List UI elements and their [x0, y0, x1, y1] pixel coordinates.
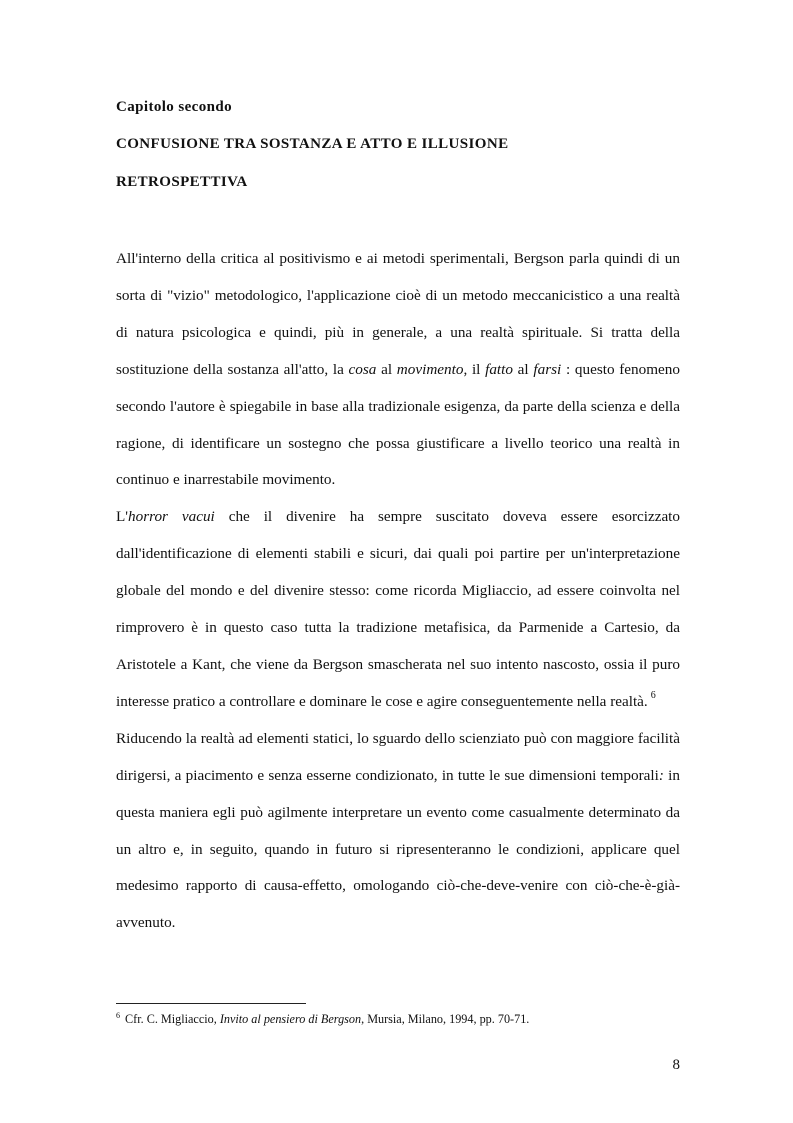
chapter-title-line-2: RETROSPETTIVA: [116, 174, 248, 190]
italic-term: horror vacui: [128, 508, 215, 526]
page-number: 8: [672, 1057, 680, 1073]
footnote: [116, 1011, 680, 1027]
text-run: al: [512, 360, 534, 378]
text-run: , Mursia, Milano, 1994, pp. 70-71.: [361, 1012, 530, 1026]
italic-term: farsi: [533, 360, 562, 378]
text-run: che il divenire ha sempre suscitato doveva essere esorcizzato dall'identificazione di elementi stabili e sicuri, dai quali poi partire per un'interpretazione globale del mondo e del divenire stesso: come ricorda Migliaccio, ad essere coinvolta nel rimprovero è in questo caso tutta la tradizione metafisica, da Parmenide a Cartesio, da Aristotele a Kant, che viene da Bergson smascherata nel suo intento nascosto, ossia il puro interesse pratico a controllare e dominare le cose e agire conseguentemente nella realtà.: [116, 508, 680, 710]
paragraph-3: [116, 721, 680, 942]
text-run: Riducendo la realtà ad elementi statici, lo sguardo dello scienziato può con maggiore facilità dirigersi, a piacimento e senza esserne condizionato, in tutte le sue dimensioni temporali: [116, 729, 680, 784]
text-run: in questa maniera egli può agilmente interpretare un evento come casualmente determinato da un altro e, in seguito, quando in futuro si ripresenteranno le condizioni, applicare quel medesimo rapporto di causa-effetto, omologando ciò-che-deve-venire con ciò-che-è-già-avvenuto.: [116, 766, 680, 932]
body-text: [116, 241, 680, 942]
footnote-reference[interactable]: 6: [650, 689, 656, 701]
text-run: All'interno della critica al positivismo e ai metodi sperimentali, Bergson parla quindi di un sorta di "vizio" metodologico, l'applicazione cioè di un metodo meccanicistico a una realtà di natura psicologica e quindi, più in generale, a una realtà spirituale. Si tratta della sostituzione della sostanza all'atto, la: [116, 250, 680, 378]
chapter-title-line-1: CONFUSIONE TRA SOSTANZA E ATTO E ILLUSIONE: [116, 136, 509, 152]
text-run: L': [116, 508, 129, 526]
paragraph-2: [116, 499, 680, 720]
chapter-label: Capitolo secondo: [116, 99, 232, 115]
italic-term: cosa: [348, 360, 377, 378]
text-run: : questo fenomeno secondo l'autore è spiegabile in base alla tradizionale esigenza, da parte della scienza e della ragione, di identificare un sostegno che possa giustificare a livello teorico una realtà in continuo e inarrestabile movimento.: [116, 360, 680, 489]
paragraph-1: [116, 241, 680, 499]
italic-term: :: [658, 766, 664, 784]
italic-term: movimento: [396, 360, 464, 378]
text-run: , il: [463, 360, 486, 378]
text-run: al: [376, 360, 397, 378]
italic-term: fatto: [485, 360, 513, 378]
footnote-number: 6: [116, 1011, 120, 1020]
text-run: Cfr. C. Migliaccio,: [122, 1012, 220, 1026]
italic-title: Invito al pensiero di Bergson: [219, 1012, 362, 1026]
footnote-separator: [116, 1003, 306, 1004]
